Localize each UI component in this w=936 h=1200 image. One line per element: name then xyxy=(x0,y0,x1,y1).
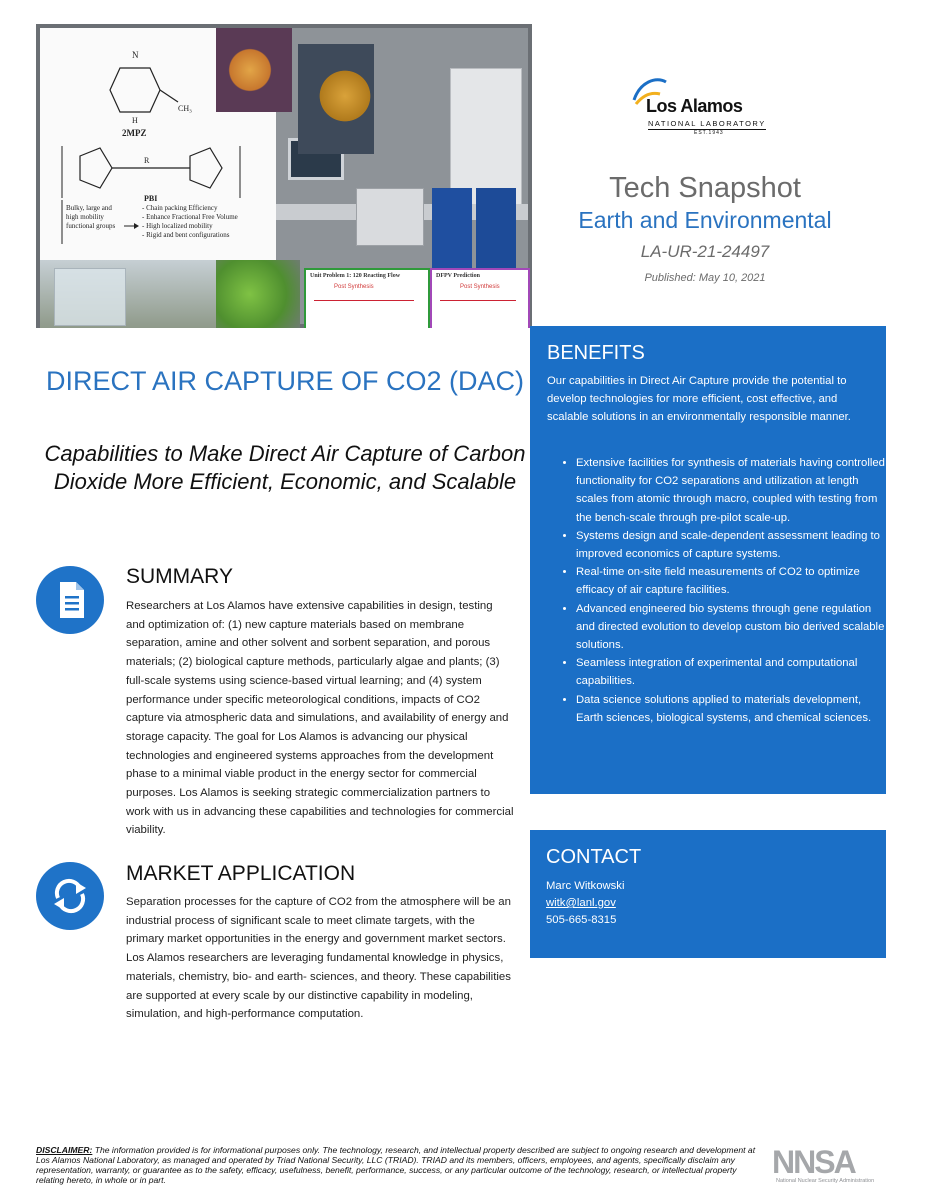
doc-type-title: Tech Snapshot xyxy=(609,172,801,204)
contact-phone: 505-665-8315 xyxy=(546,914,617,926)
refresh-icon xyxy=(36,862,104,930)
reacting-flow-panel xyxy=(304,268,430,328)
lab-instrument xyxy=(356,188,424,246)
fiber-bundle xyxy=(226,42,274,98)
panel-curve xyxy=(314,300,414,301)
r-group-label: R xyxy=(144,156,150,165)
benefits-intro: Our capabilities in Direct Air Capture provide the potential to develop technologies for more efficient, cost effective, and scalable solutions in an environmentally responsible manner. xyxy=(547,375,851,423)
logo-name: Los Alamos xyxy=(646,96,743,116)
los-alamos-logo xyxy=(624,72,768,140)
disclaimer-label: DISCLAIMER: xyxy=(36,1145,93,1155)
nnsa-mark: NNSA xyxy=(772,1144,855,1180)
coil-structure xyxy=(318,64,372,128)
panel-curve xyxy=(440,300,516,301)
summary-text: Researchers at Los Alamos have extensive capabilities in design, testing and optimization of: (1) new capture materials based on membrane separation, amine and other solvent and sorbent separation, and porous materials; (2) biological capture methods, particularly algae and plants; (3) full-scale systems using science-based virtual learning; and (4) system performance under specific meteorological conditions, impacts of CO2 capture via atmospheric data and simulations, and availability of energy and storage capacity. The goal for Los Alamos is advancing our physical technologies and engineered systems approaches from the development phase to a minimal viable product in the energy sector for commercial purposes. Los Alamos is seeking strategic commercialization partners to work with us in advancing these capabilities and technologies for commercial viability. xyxy=(126,600,514,837)
diagram-note: - Chain packing Efficiency xyxy=(142,204,218,212)
market-icon-circle xyxy=(36,862,104,930)
panel-subtitle: Post Synthesis xyxy=(460,284,500,290)
summary-heading: SUMMARY xyxy=(126,565,233,588)
market-text: Separation processes for the capture of CO2 from the atmosphere will be an industrial process of significant scale to meet climate targets, with the primary market opportunities in the energy and government market sectors. Los Alamos researchers are leveraging fundamental knowledge in physics, materials, chemistry, bio- and earth- sciences, and theory. These capabilities are supported at every scale by our distinctive capability in modeling, simulation, and high-performance computation. xyxy=(126,896,511,1021)
methyl-label: CH₃ xyxy=(178,104,192,113)
document-icon xyxy=(36,566,104,634)
summary-icon-circle xyxy=(36,566,104,634)
diagram-right-notes xyxy=(142,204,238,240)
contact-box xyxy=(530,830,886,958)
list-item: • Seamless integration of experimental and computational capabilities. xyxy=(576,654,886,690)
list-item: • Data science solutions applied to materials development, Earth sciences, biological systems, and chemical sciences. xyxy=(576,691,886,727)
benefits-box xyxy=(530,326,886,794)
diagram-note: - High localized mobility xyxy=(142,222,213,230)
list-item: • Real-time on-site field measurements of CO2 to optimize efficacy of air capture facilities. xyxy=(576,563,886,599)
market-heading: MARKET APPLICATION xyxy=(126,862,356,885)
disclaimer-text: The information provided is for informational purposes only. The technology, research, and intellectual property described are subject to ongoing research and development at Los Alamos National Laboratory, as managed and operated by Triad National Security, LLC (TRIAD). TRIAD and its members, officers, employees, and agents, specifically disclaim any representation, warranty, or guarantee as to the safety, efficacy, usefulness, benefit, performance, success, or any particular outcome of the technology, research, or intellectual property relating hereto, in whole or in part. xyxy=(36,1145,756,1185)
page-subtitle: Capabilities to Make Direct Air Capture of Carbon Dioxide More Efficient, Economic, and Scalable xyxy=(44,441,526,494)
glass-jar xyxy=(54,268,126,326)
pbi-label: PBI xyxy=(144,194,158,203)
contact-heading: CONTACT xyxy=(546,846,642,868)
atom-label-n: N xyxy=(132,50,139,60)
benefits-list xyxy=(558,454,886,727)
logo-subtitle: NATIONAL LABORATORY xyxy=(648,119,766,128)
list-item: • Systems design and scale-dependent assessment leading to improved economics of capture systems. xyxy=(576,527,886,563)
atom-label-h: H xyxy=(132,116,138,125)
mpz-label: 2MPZ xyxy=(122,128,147,138)
doc-category: Earth and Environmental xyxy=(578,207,832,233)
contact-name: Marc Witkowski xyxy=(546,880,625,892)
panel-title: DFPV Prediction xyxy=(436,273,480,279)
list-item: • Extensive facilities for synthesis of materials having controlled functionality for CO2 separations and utilization at length scales from atomic through macro, coupled with testing from the bench-scale through pre-pilot scale-up. xyxy=(576,454,886,527)
prediction-panel xyxy=(430,268,530,328)
hero-image-collage xyxy=(36,24,532,328)
contact-email-link[interactable]: witk@lanl.gov xyxy=(546,897,616,909)
algae-photo xyxy=(216,260,300,328)
diagram-left-note: Bulky, large and high mobility functional groups xyxy=(66,204,116,230)
nnsa-logo xyxy=(772,1144,900,1192)
list-item: • Advanced engineered bio systems through gene regulation and directed evolution to develop custom bio derived scalable solutions. xyxy=(576,600,886,655)
published-date: Published: May 10, 2021 xyxy=(644,272,766,284)
disclaimer xyxy=(36,1145,758,1185)
panel-subtitle: Post Synthesis xyxy=(334,284,374,290)
diagram-note: - Enhance Fractional Free Volume xyxy=(142,213,238,221)
logo-established: EST.1943 xyxy=(694,130,724,136)
diagram-note: - Rigid and bent configurations xyxy=(142,231,230,239)
panel-title: Unit Problem 1: 120 Reacting Flow xyxy=(310,273,401,279)
page-title: DIRECT AIR CAPTURE OF CO2 (DAC) xyxy=(45,366,525,396)
benefits-heading: BENEFITS xyxy=(547,342,645,364)
doc-id: LA-UR-21-24497 xyxy=(640,242,770,261)
nnsa-name: National Nuclear Security Administration xyxy=(776,1178,875,1184)
